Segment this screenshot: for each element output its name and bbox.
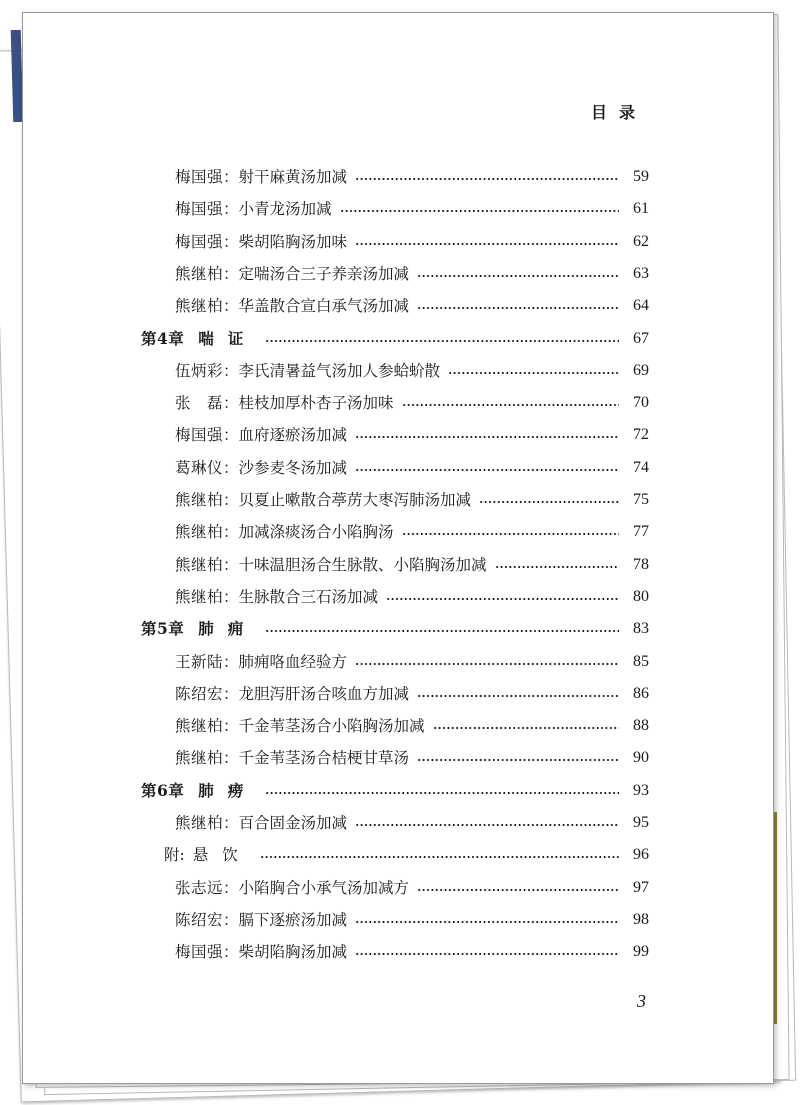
toc-entry-row[interactable]: [175, 875, 649, 901]
toc-colon: ：: [223, 297, 239, 316]
dot-leader: [417, 275, 619, 277]
toc-title: 柴胡陷胸汤加减: [238, 943, 348, 962]
toc-author: 熊继柏: [175, 264, 224, 283]
toc-colon: ：: [223, 458, 239, 477]
toc-page-number: 70: [633, 394, 649, 412]
toc-author: 梅国强: [175, 200, 224, 219]
toc-page-number: 88: [633, 717, 649, 735]
toc-chapter-label: [141, 326, 257, 352]
dot-leader: [417, 695, 619, 697]
dot-leader: [355, 953, 619, 955]
dot-leader: [355, 824, 619, 826]
toc-page-number: 99: [633, 943, 649, 961]
toc-entry-label: [175, 939, 347, 965]
toc-page: [22, 12, 774, 1084]
toc-entry-row[interactable]: [175, 164, 649, 190]
toc-author: 陈绍宏: [175, 910, 224, 929]
toc-entry-row[interactable]: [175, 681, 649, 707]
toc-colon: ：: [223, 910, 239, 929]
chapter-title: 肺痨: [198, 780, 258, 800]
toc-entry-row[interactable]: [175, 358, 649, 384]
toc-author: 梅国强: [175, 426, 224, 445]
toc-entry-label: [175, 810, 347, 836]
chapter-title: 肺痈: [198, 619, 258, 639]
dot-leader: [433, 727, 619, 729]
toc-author: 梅国强: [175, 168, 224, 186]
toc-colon: ：: [223, 943, 239, 962]
toc-title: 华盖散合宣白承气汤加减: [238, 297, 410, 316]
toc-appendix-row[interactable]: [164, 842, 649, 868]
toc-entry-label: [175, 390, 394, 416]
toc-colon: ：: [223, 168, 239, 186]
toc-author: 熊继柏: [175, 717, 224, 736]
toc-entry-label: [175, 455, 347, 481]
toc-title: 李氏清暑益气汤加人参蛤蚧散: [238, 361, 441, 380]
toc-entry-row[interactable]: [175, 939, 649, 965]
toc-title: 射干麻黄汤加减: [238, 168, 348, 186]
toc-entry-label: [175, 164, 347, 190]
toc-page-number: 59: [633, 168, 649, 185]
toc-colon: ：: [223, 717, 239, 736]
dot-leader: [355, 921, 619, 923]
appendix-title: 悬饮: [192, 846, 252, 865]
toc-entry-row[interactable]: [175, 810, 649, 836]
toc-entry-label: [175, 196, 332, 222]
toc-colon: ：: [223, 264, 239, 283]
toc-colon: ：: [223, 200, 239, 219]
dot-leader: [479, 501, 619, 503]
dot-leader: [355, 243, 619, 245]
toc-page-number: 61: [633, 200, 649, 218]
toc-author: 熊继柏: [175, 491, 224, 509]
toc-entry-row[interactable]: [175, 552, 649, 578]
toc-author: 王新陆: [175, 652, 224, 671]
toc-entry-label: [175, 745, 409, 771]
toc-page-number: 62: [633, 232, 649, 250]
toc-title: 小陷胸合小承气汤加减方: [238, 878, 410, 897]
toc-entry-label: [175, 584, 378, 610]
toc-author: 熊继柏: [175, 555, 224, 574]
toc-author: 熊继柏: [175, 749, 224, 768]
toc-entry-row[interactable]: [175, 455, 649, 481]
toc-entry-label: [175, 519, 394, 545]
toc-author: 熊继柏: [175, 523, 224, 542]
toc-entry-label: [175, 229, 347, 255]
toc-entry-row[interactable]: [175, 745, 649, 771]
toc-entry-row[interactable]: [175, 390, 649, 416]
toc-colon: ：: [223, 652, 239, 671]
toc-page-number: 77: [633, 523, 649, 541]
dot-leader: [260, 856, 619, 858]
toc-author: 梅国强: [175, 232, 224, 251]
toc-entry-row[interactable]: [175, 487, 649, 513]
toc-page-number: 80: [633, 587, 649, 605]
toc-entry-label: [175, 487, 471, 513]
toc-entry-row[interactable]: [175, 907, 649, 933]
toc-entry-label: [175, 552, 487, 578]
toc-page-number: 98: [633, 910, 649, 928]
dot-leader: [355, 436, 619, 438]
toc-colon: ：: [223, 523, 239, 542]
toc-entry-label: [175, 907, 347, 933]
toc-entry-row[interactable]: [175, 649, 649, 675]
dot-leader: [495, 566, 619, 568]
dot-leader: [417, 889, 619, 891]
toc-colon: ：: [223, 361, 239, 380]
toc-colon: ：: [223, 491, 239, 509]
toc-title: 肺痈咯血经验方: [238, 652, 348, 671]
toc-page-number: 95: [633, 814, 649, 831]
dot-leader: [448, 372, 619, 374]
chapter-number: 第5章: [141, 619, 185, 639]
toc-title: 定喘汤合三子养亲汤加减: [238, 264, 410, 283]
toc-chapter-label: [141, 616, 257, 642]
toc-page-number: 63: [633, 264, 649, 282]
dot-leader: [265, 630, 619, 632]
toc-entry-row[interactable]: [175, 229, 649, 255]
toc-title: 百合固金汤加减: [238, 814, 348, 832]
toc-title: 加减涤痰汤合小陷胸汤: [238, 523, 394, 542]
toc-author: 张 磊: [175, 394, 224, 413]
dot-leader: [417, 759, 619, 761]
toc-colon: ：: [223, 394, 239, 413]
toc-entry-label: [175, 261, 409, 287]
toc-author: 熊继柏: [175, 587, 224, 606]
toc-page-number: 67: [633, 329, 649, 347]
toc-entry-row[interactable]: [175, 293, 649, 319]
appendix-prefix: 附:: [164, 846, 185, 865]
toc-entry-label: [175, 875, 409, 901]
toc-colon: ：: [223, 878, 239, 897]
toc-author: 伍炳彩: [175, 361, 224, 380]
toc-colon: ：: [223, 232, 239, 251]
toc-colon: ：: [223, 587, 239, 606]
toc-author: 梅国强: [175, 943, 224, 962]
toc-entry-label: [175, 649, 347, 675]
toc-colon: ：: [223, 555, 239, 574]
toc-page-number: 74: [633, 458, 649, 476]
toc-page-number: 75: [633, 491, 649, 508]
toc-entry-row[interactable]: [175, 713, 649, 739]
toc-author: 葛琳仪: [175, 458, 224, 477]
toc-entry-label: [175, 293, 409, 319]
toc-page-number: 85: [633, 652, 649, 670]
toc-appendix-label: [164, 842, 252, 868]
toc-entry-label: [175, 358, 440, 384]
dot-leader: [402, 404, 619, 406]
dot-leader: [340, 210, 619, 212]
toc-entry-row[interactable]: [175, 519, 649, 545]
toc-title: 千金苇茎汤合桔梗甘草汤: [238, 749, 410, 768]
toc-page-number: 64: [633, 297, 649, 315]
toc-chapter-row[interactable]: [141, 778, 649, 804]
page-number: 3: [637, 991, 646, 1011]
toc-title: 血府逐瘀汤加减: [238, 426, 348, 445]
toc-chapter-row[interactable]: [141, 616, 649, 642]
toc-page-number: 69: [633, 361, 649, 379]
dot-leader: [386, 598, 619, 600]
toc-page-number: 83: [633, 620, 649, 638]
toc-page-number: 86: [633, 684, 649, 702]
dot-leader: [265, 340, 619, 342]
toc-entry-row[interactable]: [175, 196, 649, 222]
dot-leader: [355, 469, 619, 471]
toc-entry-label: [175, 713, 425, 739]
toc-colon: ：: [223, 749, 239, 768]
toc-author: 张志远: [175, 878, 224, 897]
toc-entry-row[interactable]: [175, 261, 649, 287]
running-header: 目录: [590, 103, 647, 122]
toc-colon: ：: [223, 426, 239, 445]
toc-page-number: 97: [633, 878, 649, 896]
toc-title: 龙胆泻肝汤合咳血方加减: [238, 684, 410, 703]
toc-chapter-label: [141, 778, 257, 804]
toc-title: 千金苇茎汤合小陷胸汤加减: [238, 717, 425, 736]
toc-title: 十味温胆汤合生脉散、小陷胸汤加减: [238, 555, 487, 574]
dot-leader: [265, 792, 619, 794]
toc-chapter-row[interactable]: [141, 326, 649, 352]
chapter-title: 喘证: [198, 328, 258, 348]
chapter-number: 第6章: [141, 780, 185, 800]
toc-entry-label: [175, 422, 347, 448]
toc-title: 贝夏止嗽散合葶苈大枣泻肺汤加减: [238, 491, 472, 509]
toc-page-number: 72: [633, 426, 649, 444]
toc-entry-label: [175, 681, 409, 707]
dot-leader: [355, 663, 619, 665]
toc-title: 小青龙汤加减: [238, 200, 332, 219]
toc-page-number: 78: [633, 555, 649, 573]
toc-page-number: 93: [633, 781, 649, 799]
toc-colon: ：: [223, 814, 239, 832]
chapter-number: 第4章: [141, 328, 185, 348]
toc-author: 熊继柏: [175, 297, 224, 316]
toc-title: 膈下逐瘀汤加减: [238, 910, 348, 929]
toc-author: 熊继柏: [175, 814, 224, 832]
toc-entry-row[interactable]: [175, 422, 649, 448]
toc-title: 桂枝加厚朴杏子汤加味: [238, 394, 394, 413]
toc-author: 陈绍宏: [175, 684, 224, 703]
dot-leader: [355, 178, 619, 180]
toc-title: 沙参麦冬汤加减: [238, 458, 348, 477]
toc-entry-row[interactable]: [175, 584, 649, 610]
toc-page-number: 96: [633, 846, 649, 864]
dot-leader: [402, 533, 619, 535]
toc-page-number: 90: [633, 749, 649, 767]
toc-title: 生脉散合三石汤加减: [238, 587, 379, 606]
dot-leader: [417, 307, 619, 309]
toc-title: 柴胡陷胸汤加味: [238, 232, 348, 251]
toc-colon: ：: [223, 684, 239, 703]
